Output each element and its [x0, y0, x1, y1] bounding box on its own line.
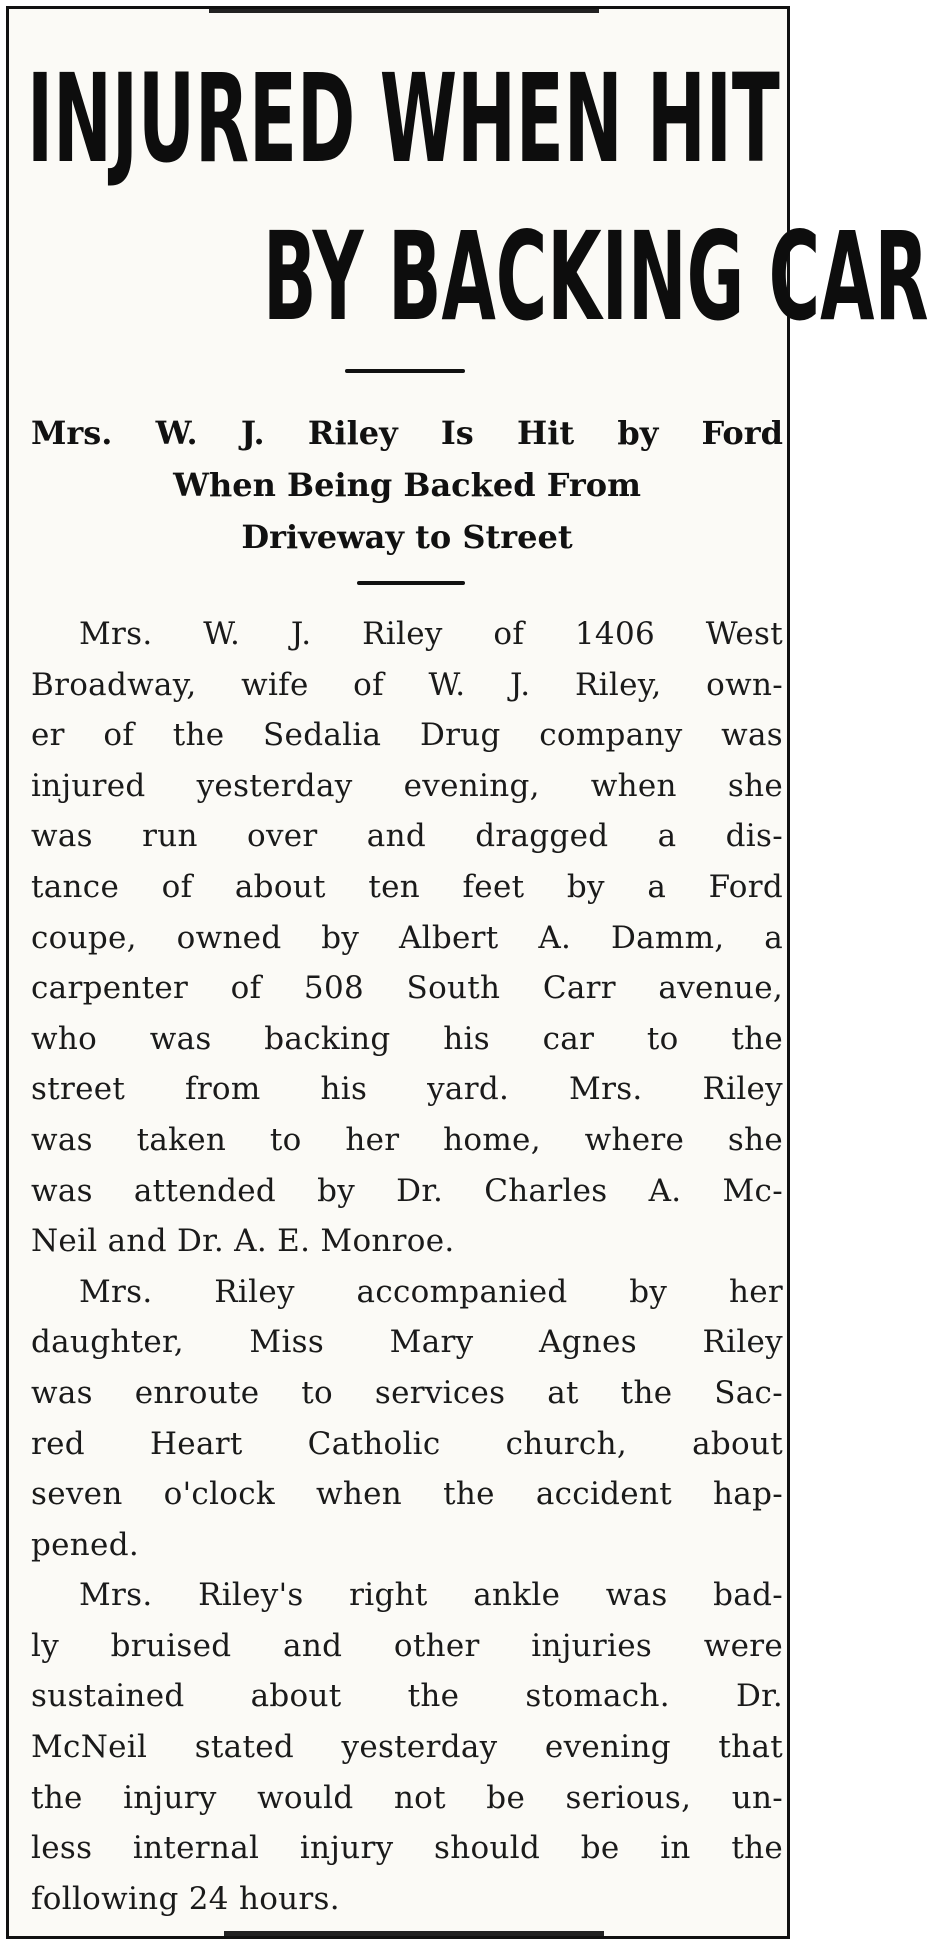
text-line: Mrs. W. J. Riley of 1406 West	[79, 616, 783, 652]
text-line: er of the Sedalia Drug company was	[31, 717, 783, 754]
text-line: injured yesterday evening, when she	[31, 767, 783, 804]
text-line: seven o'clock when the accident hap-	[31, 1476, 783, 1513]
text-line: McNeil stated yesterday evening that	[31, 1729, 783, 1766]
headline-line-1: INJURED WHEN HIT	[27, 48, 780, 191]
text-line: Mrs. Riley's right ankle was bad-	[79, 1577, 783, 1614]
text-line: daughter, Miss Mary Agnes Riley	[31, 1324, 783, 1361]
text-line: was attended by Dr. Charles A. Mc-	[31, 1172, 783, 1209]
text-line: was taken to her home, where she	[31, 1121, 783, 1158]
subheadline-line: Driveway to Street	[241, 518, 573, 556]
bottom-rule	[224, 1931, 604, 1936]
text-line: Broadway, wife of W. J. Riley, own-	[31, 666, 783, 703]
article-body	[31, 609, 783, 1924]
text-line: Mrs. Riley accompanied by her	[79, 1273, 783, 1310]
divider-rule	[345, 369, 465, 373]
text-line: Neil and Dr. A. E. Monroe.	[31, 1223, 455, 1260]
text-line: who was backing his car to the	[31, 1020, 783, 1057]
text-line: coupe, owned by Albert A. Damm, a	[31, 919, 783, 956]
subheadline-line: Mrs. W. J. Riley Is Hit by Ford	[31, 414, 783, 452]
text-line: was run over and dragged a dis-	[31, 818, 783, 855]
paragraph	[31, 1570, 783, 1924]
text-line: less internal injury should be in the	[31, 1830, 783, 1867]
text-line: carpenter of 508 South Carr avenue,	[31, 970, 783, 1007]
text-line: street from his yard. Mrs. Riley	[31, 1071, 783, 1108]
newspaper-clipping	[6, 6, 929, 1939]
text-line: the injury would not be serious, un-	[31, 1779, 783, 1816]
subheadline-line: When Being Backed From	[173, 466, 641, 504]
headline-line-2: BY BACKING CAR	[263, 206, 929, 349]
text-line: tance of about ten feet by a Ford	[31, 868, 783, 905]
paragraph	[31, 1267, 783, 1571]
text-line: ly bruised and other injuries were	[31, 1627, 783, 1664]
top-rule	[209, 9, 599, 13]
divider-rule	[357, 581, 465, 585]
text-line: sustained about the stomach. Dr.	[31, 1678, 783, 1715]
paragraph	[31, 609, 783, 1267]
text-line: was enroute to services at the Sac-	[31, 1374, 783, 1411]
subheadline	[31, 407, 783, 563]
text-line: pened.	[31, 1526, 139, 1563]
text-line: red Heart Catholic church, about	[31, 1425, 783, 1462]
text-line: following 24 hours.	[31, 1880, 340, 1917]
